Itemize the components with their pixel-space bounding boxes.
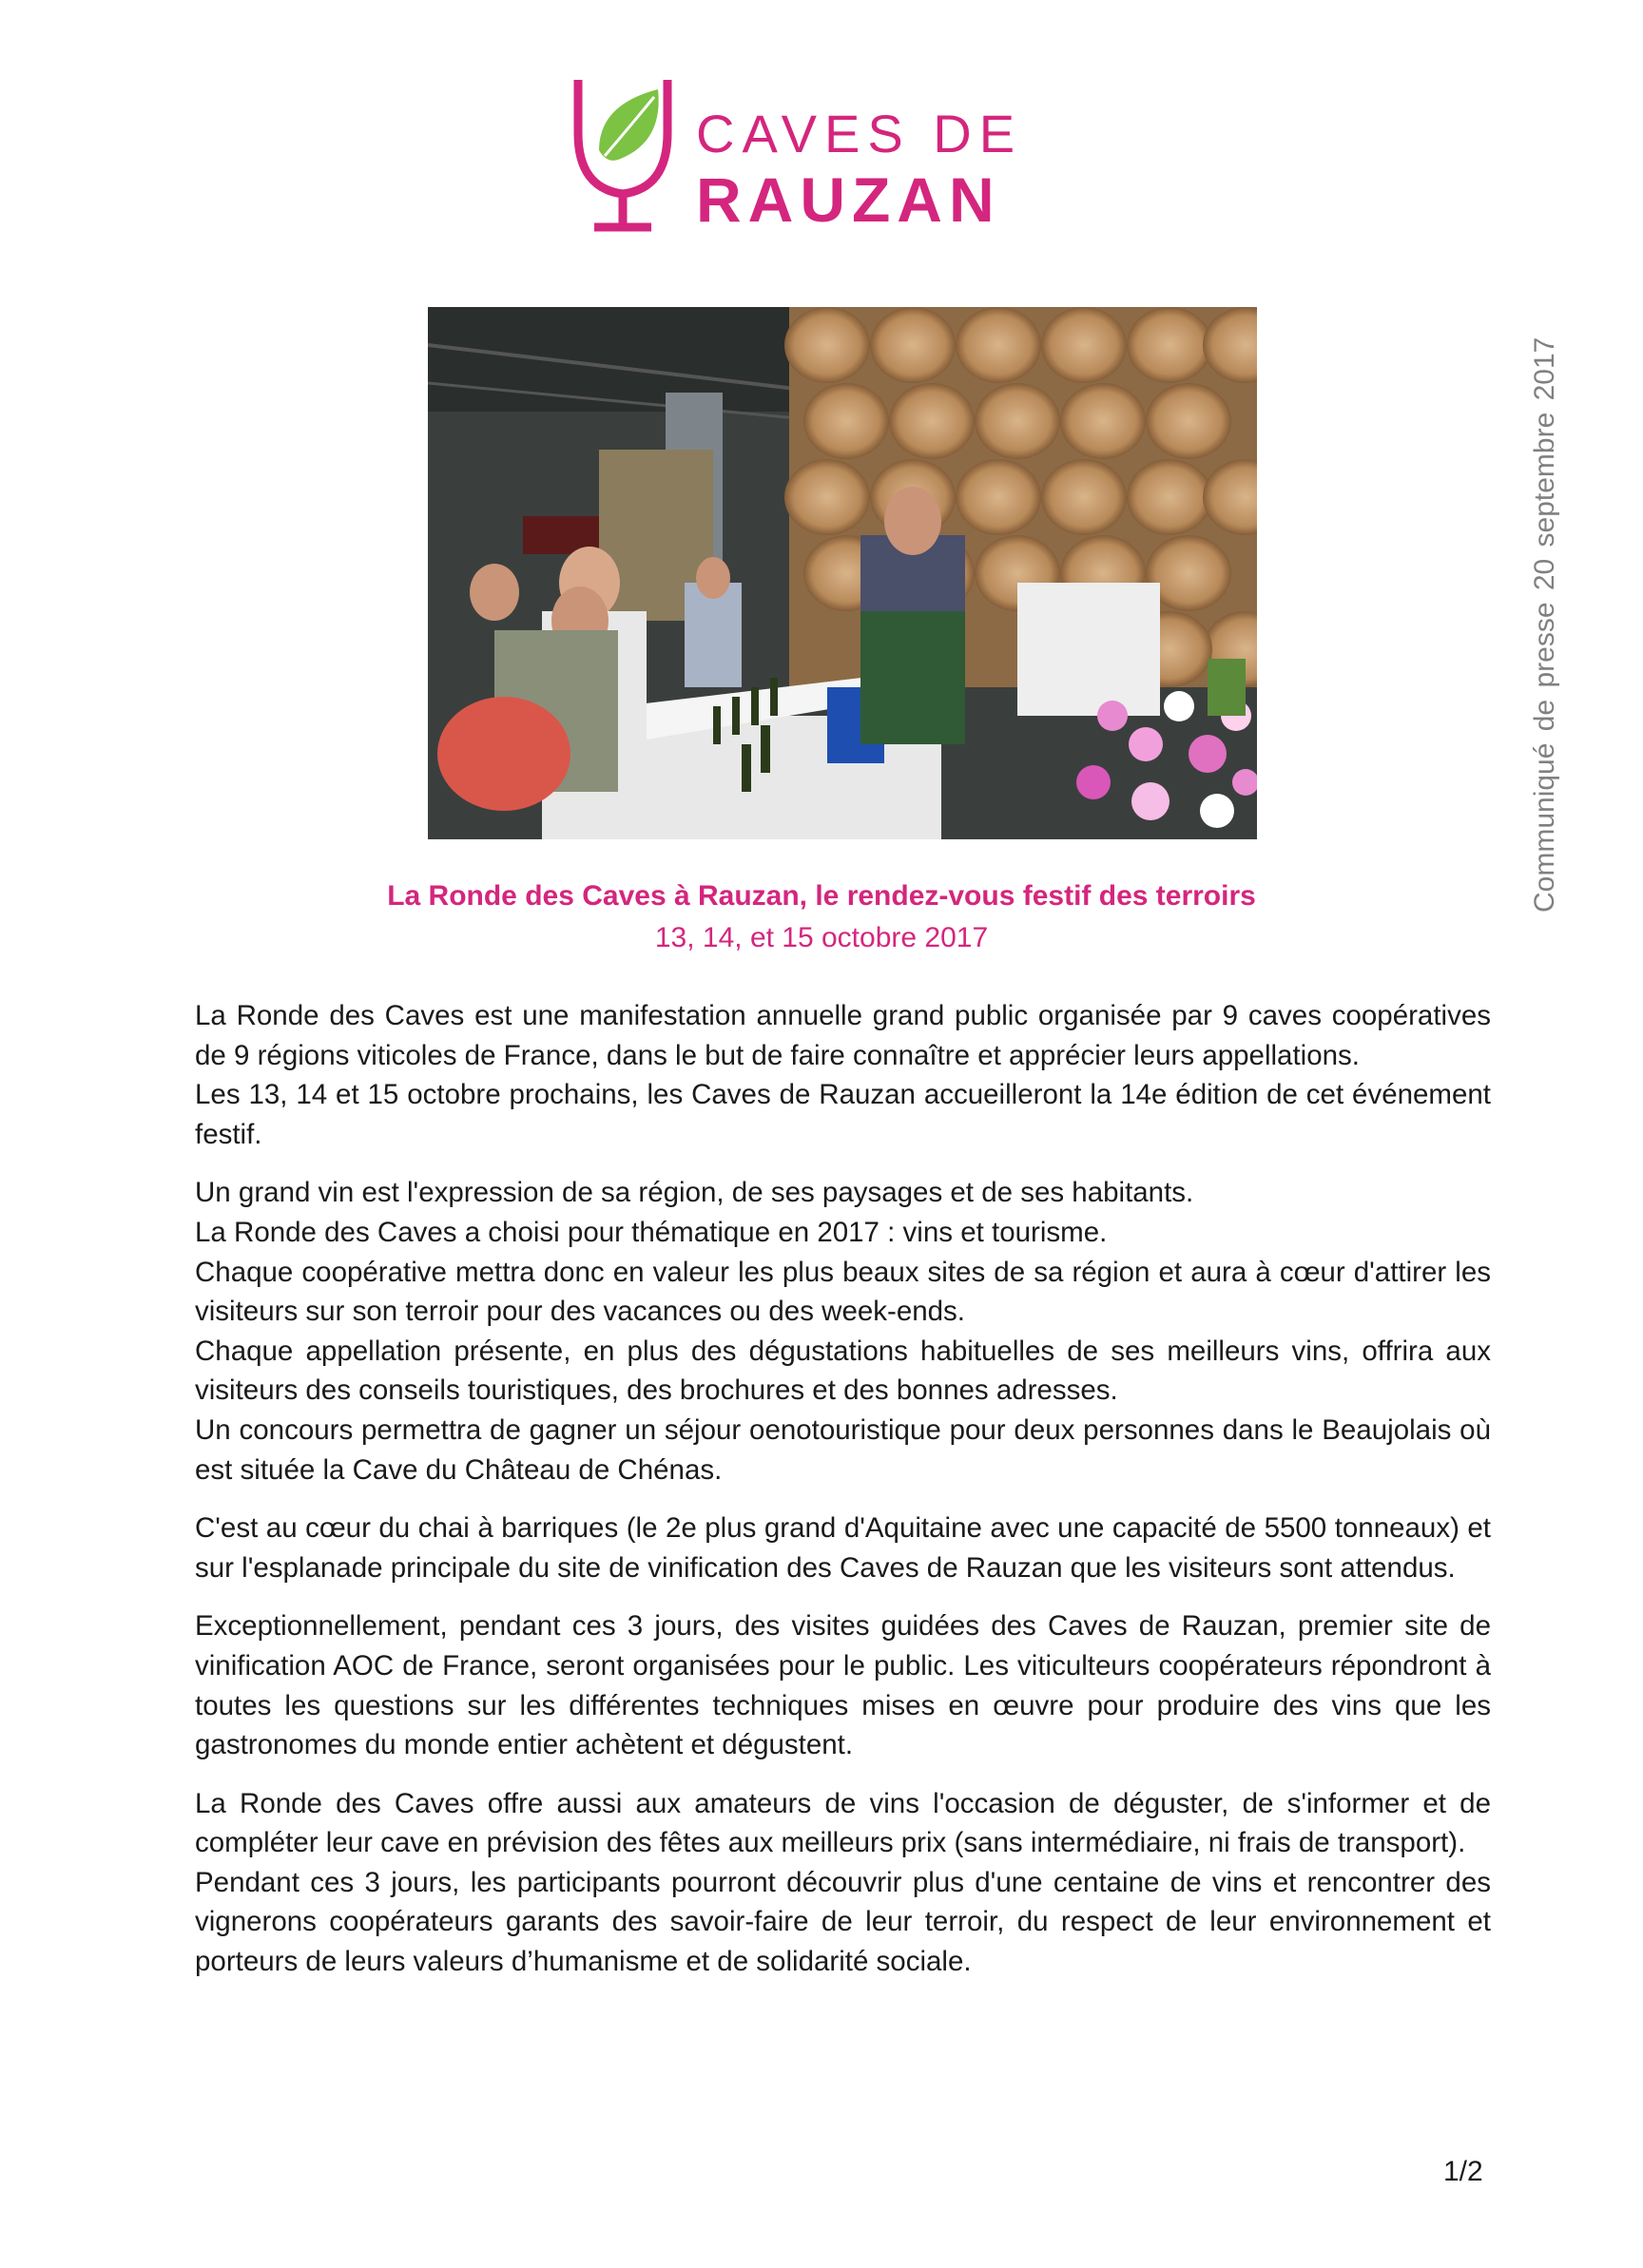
paragraph (195, 1606, 1491, 1764)
body-text (195, 996, 1491, 2001)
paragraph-line: Les 13, 14 et 15 octobre prochains, les Caves de Rauzan accueilleront la 14e édition de cet événement festif. (195, 1079, 1491, 1150)
event-dates: 13, 14, et 15 octobre 2017 (654, 922, 989, 953)
paragraph (195, 1173, 1491, 1490)
paragraph-line: La Ronde des Caves est une manifestation annuelle grand public organisée par 9 caves coopératives de 9 régions viticoles de France, dans le but de faire connaître et apprécier leurs appellations. (195, 1000, 1491, 1071)
paragraph (195, 996, 1491, 1154)
paragraph-line: La Ronde des Caves offre aussi aux amateurs de vins l'occasion de déguster, de s'informer et de compléter leur cave en prévision des fêtes aux meilleurs prix (sans intermédiaire, ni frais de transport). (195, 1787, 1491, 1859)
paragraph-line: Un grand vin est l'expression de sa région, de ses paysages et de ses habitants. (195, 1177, 1194, 1209)
page-number: 1/2 (1443, 2156, 1483, 2187)
caves-de-rauzan-logo (570, 76, 1046, 238)
paragraph-line: Pendant ces 3 jours, les participants pourront découvrir plus d'une centaine de vins et rencontrer des vignerons coopérateurs garants des savoir-faire de leur terroir, du respect de leur environnement et porteurs de leurs valeurs d’humanisme et de solidarité sociale. (195, 1866, 1491, 1978)
paragraph (195, 1784, 1491, 1982)
wine-tasting-photo (428, 307, 1257, 839)
paragraph-line: Chaque coopérative mettra donc en valeur les plus beaux sites de sa région et aura à cœur d'attirer les visiteurs sur son terroir pour des vacances ou des week-ends. (195, 1256, 1491, 1328)
paragraph-line: La Ronde des Caves a choisi pour thématique en 2017 : vins et tourisme. (195, 1216, 1108, 1248)
paragraph-line: Chaque appellation présente, en plus des dégustations habituelles de ses meilleurs vins, offrira aux visiteurs des conseils touristiques, des brochures et des bonnes adresses. (195, 1335, 1491, 1407)
press-release-date: Communiqué de presse 20 septembre 2017 (1529, 336, 1560, 913)
paragraph (195, 1509, 1491, 1587)
headline: La Ronde des Caves à Rauzan, le rendez-vous festif des terroirs (387, 880, 1256, 912)
paragraph-line: Exceptionnellement, pendant ces 3 jours, des visites guidées des Caves de Rauzan, premier site de vinification AOC de France, seront organisées pour le public. Les viticulteurs coopérateurs répondront à toutes les questions sur les différentes techniques mises en œuvre pour produire des vins que les gastronomes du monde entier achètent et dégustent. (195, 1610, 1491, 1761)
paragraph-line: C'est au cœur du chai à barriques (le 2e plus grand d'Aquitaine avec une capacité de 5500 tonneaux) et sur l'esplanade principale du site de vinification des Caves de Rauzan que les visiteurs sont attendus. (195, 1512, 1491, 1584)
paragraph-line: Un concours permettra de gagner un séjour oenotouristique pour deux personnes dans le Beaujolais où est située la Cave du Château de Chénas. (195, 1413, 1491, 1486)
logo-text-line1: CAVES DE (696, 104, 1023, 163)
wine-glass-leaf-icon (570, 76, 675, 233)
logo-text-line2: RAUZAN (696, 164, 1001, 235)
